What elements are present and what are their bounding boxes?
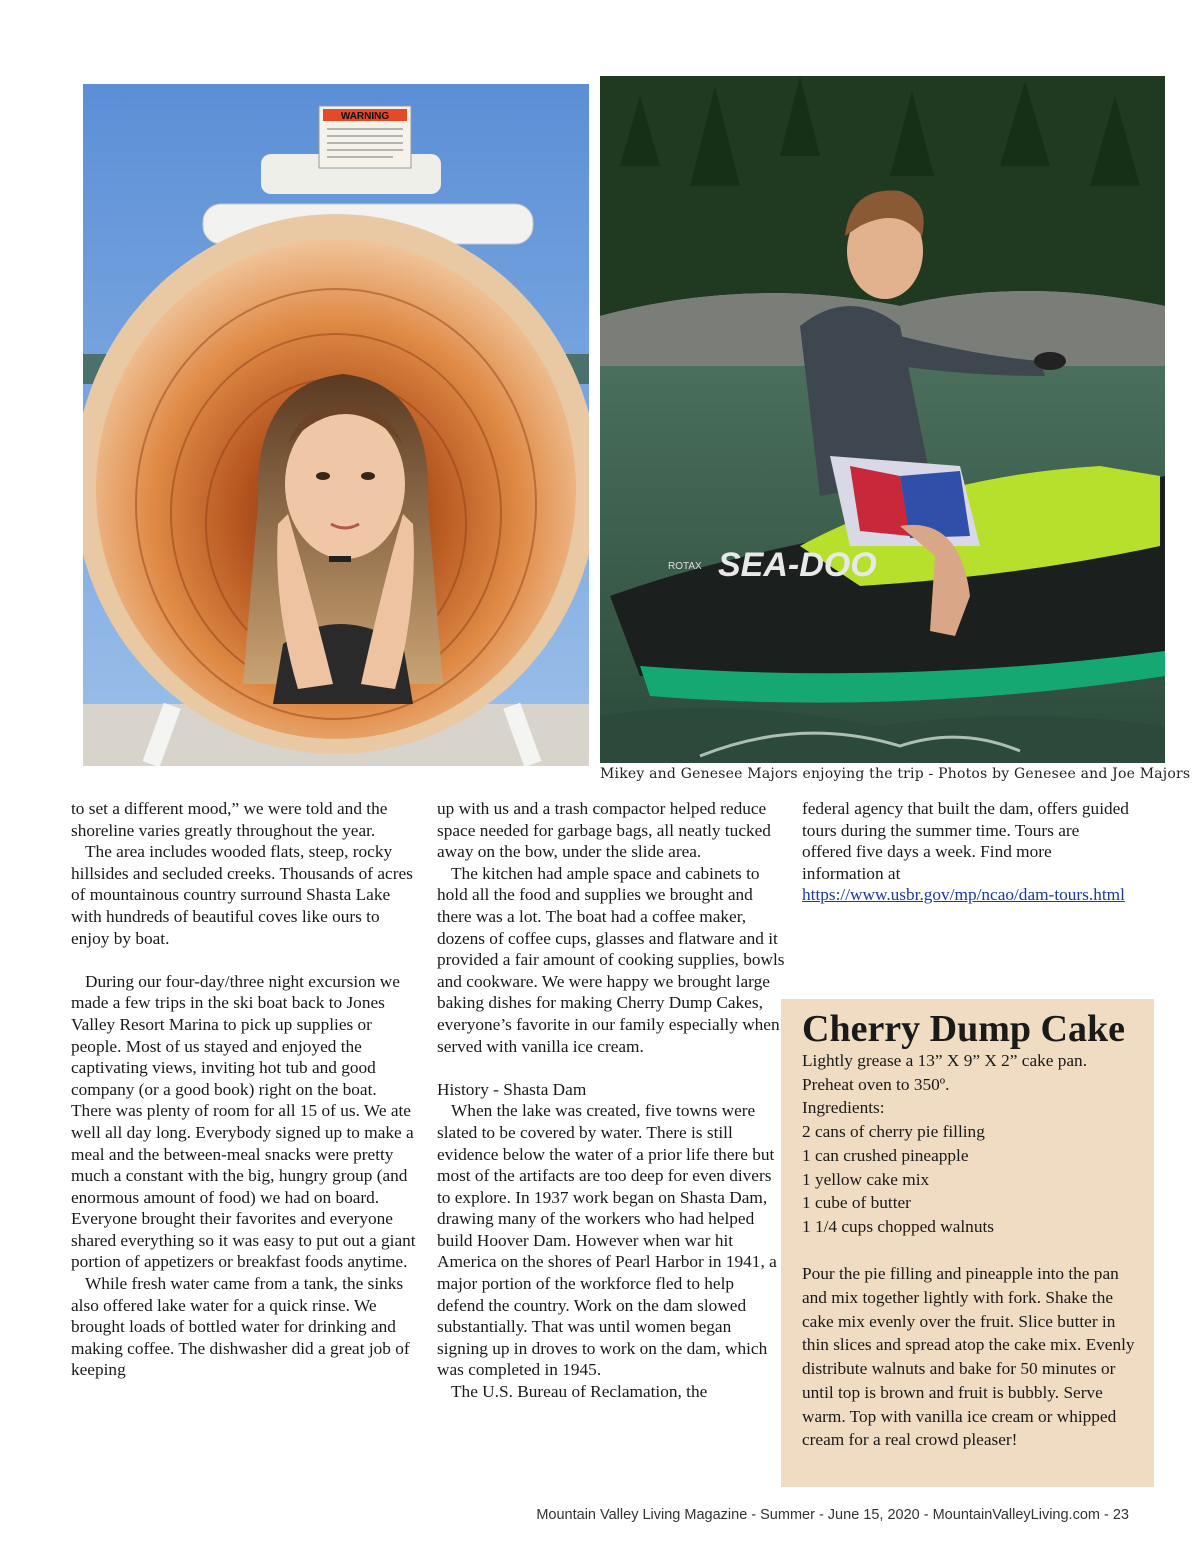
col3-paragraph-1: federal agency that built the dam, offers guided tours during the summer time. Tours are offered five days a week. Find more information at [802, 799, 1129, 883]
recipe-directions: Pour the pie filling and pineapple into the pan and mix together lightly with fork. Shake the cake mix evenly over the fruit. Slice butter in thin slices and spread atop the cake mix. Evenly distribute walnuts and bake for 50 minutes or until top is brown and fruit is bubbly. Serve warm. Top with vanilla ice cream or whipped cream for a real crowd pleaser! [802, 1264, 1135, 1450]
recipe-title: Cherry Dump Cake [802, 1008, 1125, 1050]
recipe-ingredient: 1 yellow cake mix [802, 1169, 930, 1189]
col2-paragraph-1: up with us and a trash compactor helped reduce space needed for garbage bags, all neatly tucked away on the bow, under the slide area. [437, 799, 771, 862]
page-footer: Mountain Valley Living Magazine - Summer - June 15, 2020 - MountainValleyLiving.com - 23 [536, 1507, 1129, 1523]
col1-paragraph-1: to set a different mood,” we were told and the shoreline varies greatly throughout the year. [71, 799, 388, 840]
article-column-2 [437, 798, 785, 1403]
col1-paragraph-4: While fresh water came from a tank, the sinks also offered lake water for a quick rinse. We brought loads of bottled water for drinking and making coffee. The dishwasher did a great job of keeping [71, 1274, 410, 1380]
recipe-ingredient: 2 cans of cherry pie filling [802, 1122, 985, 1142]
article-column-1 [71, 798, 419, 1381]
photo-girl-in-slide-image [83, 84, 589, 766]
recipe-instruction-grease: Lightly grease a 13” X 9” X 2” cake pan. [802, 1051, 1088, 1070]
col2-paragraph-3: When the lake was created, five towns were slated to be covered by water. There is still evidence below the water of a prior life there but most of the artifacts are too deep for even divers to explore. In 1937 work began on Shasta Dam, drawing many of the workers who had helped build Hoover Dam. However when war hit America on the shores of Pearl Harbor in 1941, a major portion of the workforce fled to help defend the country. Work on the dam slowed substantially. That was until women began signing up in droves to work on the dam, which was completed in 1945. [437, 1101, 777, 1380]
article-column-3 [802, 798, 1132, 906]
recipe-ingredient: 1 cube of butter [802, 1193, 911, 1213]
recipe-instruction-preheat: Preheat oven to 350º. [802, 1074, 950, 1094]
dam-tours-link[interactable]: https://www.usbr.gov/mp/ncao/dam-tours.html [802, 885, 1125, 905]
warning-sign-text: WARNING [340, 111, 390, 122]
photo-girl-in-slide [83, 84, 589, 766]
recipe-ingredient: 1 can crushed pineapple [802, 1145, 969, 1165]
section-heading-history: History - Shasta Dam [437, 1079, 587, 1099]
col1-paragraph-3: During our four-day/three night excursion we made a few trips in the ski boat back to Jones Valley Resort Marina to pick up supplies or people. Most of us stayed and enjoyed the captivating views, inviting hot tub and good company (or a good book) right on the boat. There was plenty of room for all 15 of us. We ate well all day long. Everybody signed up to make a meal and the between-meal snacks were pretty much a constant with the big, hungry group (and enormous amount of food) we had on board. Everyone brought their favorites and everyone shared everything so it was easy to put out a giant portion of appetizers or breakfast foods anytime. [71, 971, 416, 1272]
col2-paragraph-4: The U.S. Bureau of Reclamation, the [451, 1382, 708, 1402]
jet-ski-engine-text: ROTAX [668, 561, 702, 572]
jet-ski-brand-text: SEA-DOO [718, 546, 877, 584]
recipe-ingredients-label: Ingredients: [802, 1098, 885, 1118]
photo-man-on-jet-ski [600, 76, 1165, 763]
photo-caption: Mikey and Genesee Majors enjoying the trip - Photos by Genesee and Joe Majors [600, 766, 1191, 782]
recipe-body [802, 1049, 1138, 1452]
col1-paragraph-2: The area includes wooded flats, steep, rocky hillsides and secluded creeks. Thousands of acres of mountainous country surround Shasta Lake with hundreds of beautiful coves like ours to enjoy by boat. [71, 842, 413, 948]
col2-paragraph-2: The kitchen had ample space and cabinets to hold all the food and supplies we brought and there was a lot. The boat had a coffee maker, dozens of coffee cups, glasses and flatware and it provided a fair amount of cooking supplies, bowls and cookware. We were happy we brought large baking dishes for making Cherry Dump Cakes, everyone’s favorite in our family especially when served with vanilla ice cream. [437, 863, 785, 1056]
recipe-ingredient: 1 1/4 cups chopped walnuts [802, 1216, 994, 1236]
photo-man-on-jet-ski-image [600, 76, 1165, 763]
recipe-box [781, 999, 1154, 1487]
